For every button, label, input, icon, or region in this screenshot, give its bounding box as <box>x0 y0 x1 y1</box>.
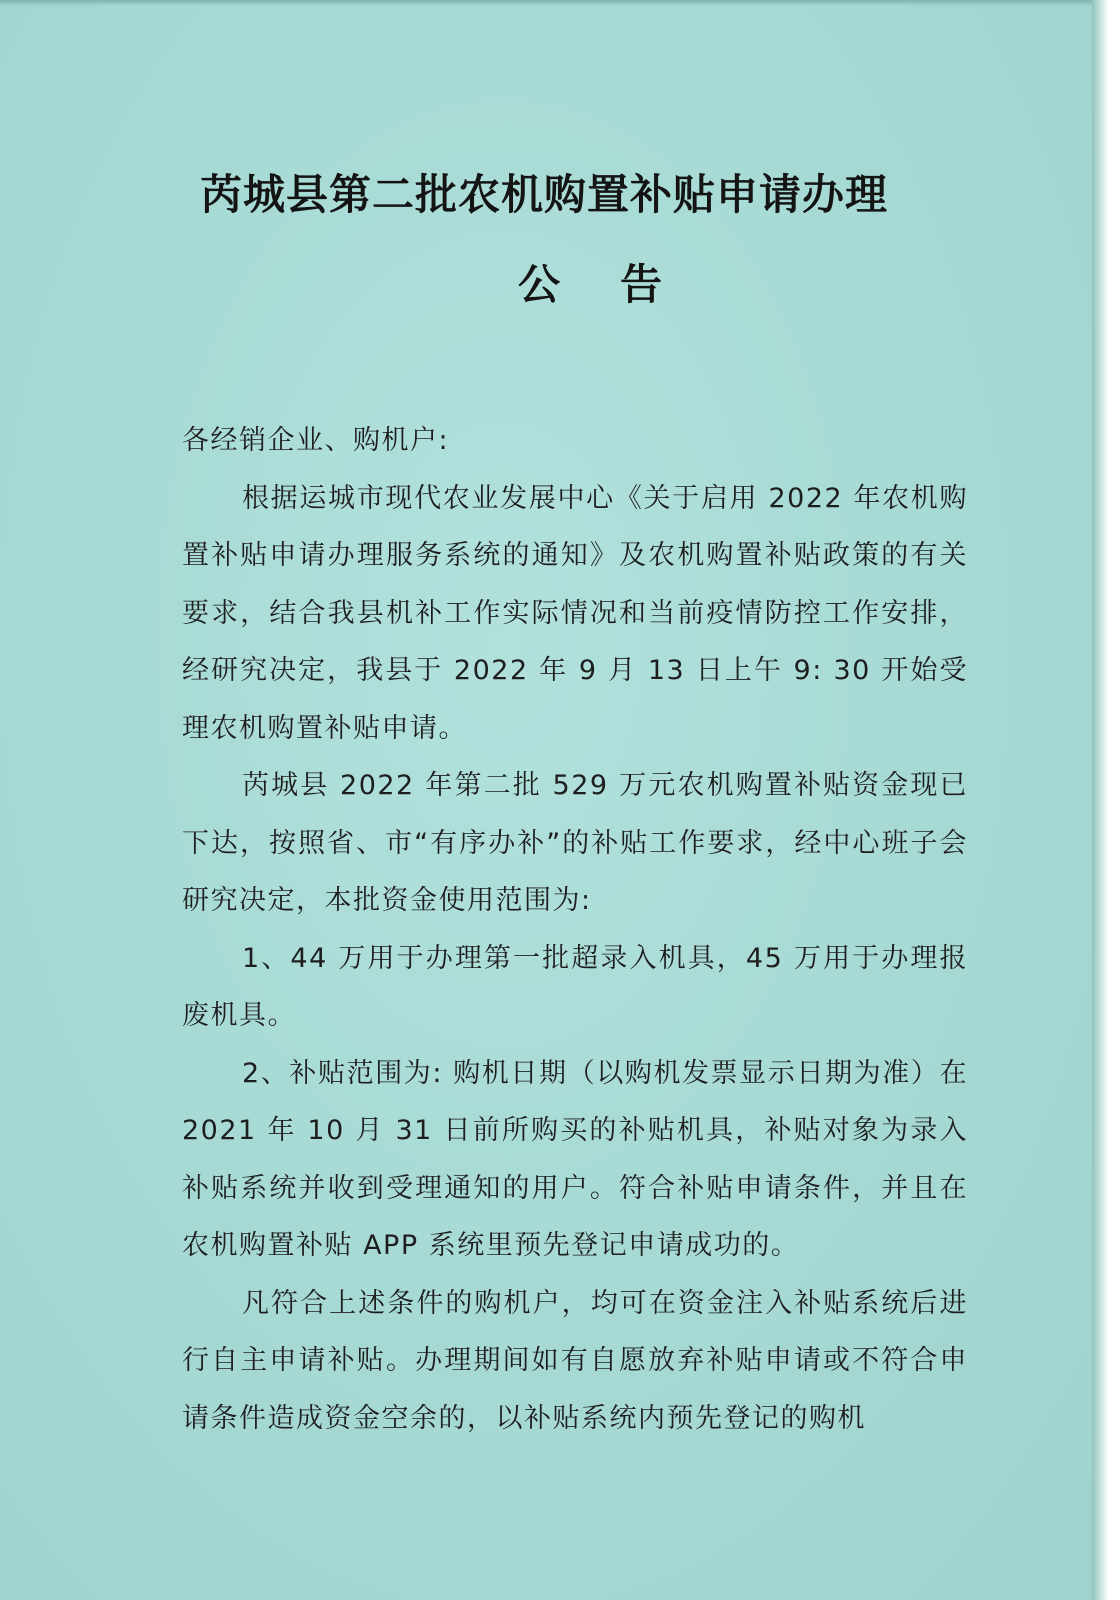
paragraph-funding: 芮城县 2022 年第二批 529 万元农机购置补贴资金现已下达，按照省、市“有序办补”的补贴工作要求，经中心班子会研究决定，本批资金使用范围为: <box>182 770 968 916</box>
document-body <box>182 412 968 1447</box>
paragraph-item-1: 1、44 万用于办理第一批超录入机具，45 万用于办理报废机具。 <box>182 942 968 1031</box>
paper-top-shadow <box>0 0 1120 6</box>
document-subtitle: 公告 <box>517 260 722 309</box>
paragraph-basis: 根据运城市现代农业发展中心《关于启用 2022 年农机购置补贴申请办理服务系统的通知》及农机购置补贴政策的有关要求，结合我县机补工作实际情况和当前疫情防控工作安排，经研究决定，我县于 2022 年 9 月 13 日上午 9: 30 开始受理农机购置补贴申请。 <box>182 482 968 744</box>
salutation: 各经销企业、购机户: <box>182 425 450 456</box>
paragraph-application: 凡符合上述条件的购机户，均可在资金注入补贴系统后进行自主申请补贴。办理期间如有自愿放弃补贴申请或不符合申请条件造成资金空余的，以补贴系统内预先登记的购机 <box>182 1287 968 1434</box>
paragraph-item-2: 2、补贴范围为: 购机日期（以购机发票显示日期为准）在 2021 年 10 月 31 日前所购买的补贴机具，补贴对象为录入补贴系统并收到受理通知的用户。符合补贴申请条件，并且在农机购置补贴 APP 系统里预先登记申请成功的。 <box>182 1057 968 1261</box>
paper-right-edge <box>1092 0 1120 1600</box>
document-title: 芮城县第二批农机购置补贴申请办理 <box>199 170 888 219</box>
